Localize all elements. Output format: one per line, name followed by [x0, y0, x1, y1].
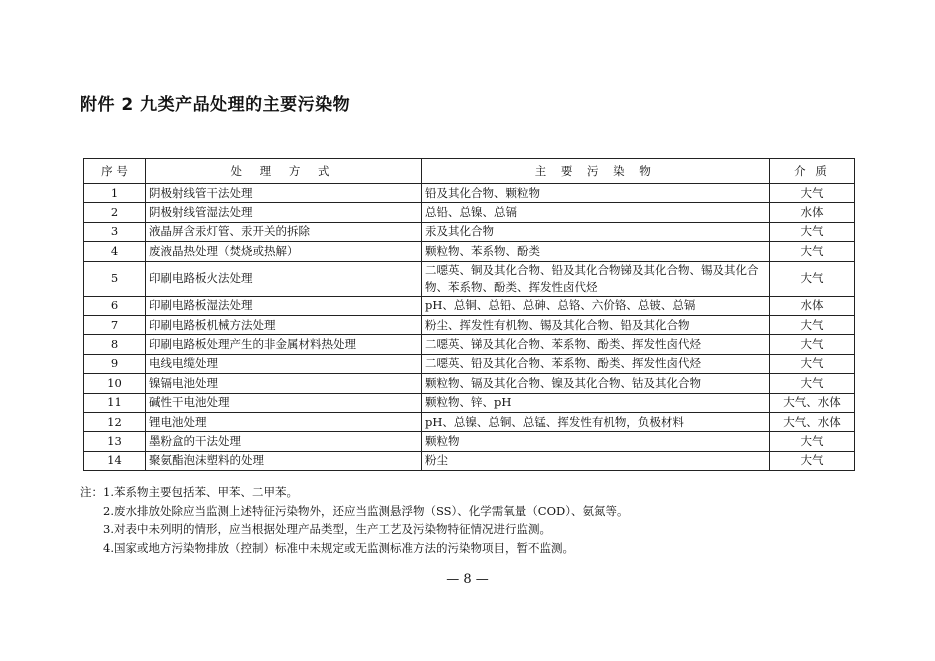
notes-list: [103, 483, 628, 557]
table-row: [84, 335, 855, 354]
note-item: 1.苯系物主要包括苯、甲苯、二甲苯。: [103, 485, 298, 499]
cell-method: 液晶屏含汞灯管、汞开关的拆除: [146, 222, 422, 241]
header-method: 处 理 方 式: [146, 159, 422, 184]
cell-index: 8: [84, 335, 146, 354]
cell-index: 1: [84, 184, 146, 203]
cell-medium: 大气: [770, 261, 855, 296]
cell-index: 4: [84, 242, 146, 261]
cell-index: 3: [84, 222, 146, 241]
table-row: [84, 412, 855, 431]
cell-index: 9: [84, 354, 146, 373]
cell-method: 废液晶热处理（焚烧或热解）: [146, 242, 422, 261]
cell-index: 10: [84, 374, 146, 393]
cell-index: 6: [84, 296, 146, 315]
notes-label: 注：: [80, 485, 103, 499]
cell-index: 12: [84, 412, 146, 431]
cell-medium: 大气: [770, 374, 855, 393]
table-row: [84, 354, 855, 373]
cell-medium: 水体: [770, 203, 855, 222]
cell-pollutants: 汞及其化合物: [422, 222, 770, 241]
cell-medium: 大气: [770, 315, 855, 334]
table-header-row: [84, 159, 855, 184]
cell-medium: 大气: [770, 242, 855, 261]
cell-index: 11: [84, 393, 146, 412]
cell-index: 13: [84, 432, 146, 451]
note-item: 2.废水排放处除应当监测上述特征污染物外，还应当监测悬浮物（SS）、化学需氧量（COD）、氨氮等。: [103, 503, 629, 518]
cell-index: 2: [84, 203, 146, 222]
table-row: [84, 184, 855, 203]
cell-method: 电线电缆处理: [146, 354, 422, 373]
cell-medium: 大气、水体: [770, 393, 855, 412]
table-row: [84, 374, 855, 393]
cell-pollutants: 粉尘、挥发性有机物、锡及其化合物、铅及其化合物: [422, 315, 770, 334]
cell-pollutants: 颗粒物、锌、pH: [422, 393, 770, 412]
table-row: [84, 222, 855, 241]
table-body: [84, 184, 855, 471]
cell-medium: 大气: [770, 335, 855, 354]
table-row: [84, 203, 855, 222]
cell-method: 阴极射线管湿法处理: [146, 203, 422, 222]
cell-pollutants: pH、总铜、总铅、总砷、总铬、六价铬、总铍、总镉: [422, 296, 770, 315]
cell-medium: 水体: [770, 296, 855, 315]
table-header: [84, 159, 855, 184]
notes-section: [80, 483, 628, 557]
cell-medium: 大气: [770, 432, 855, 451]
cell-index: 14: [84, 451, 146, 470]
cell-method: 印刷电路板处理产生的非金属材料热处理: [146, 335, 422, 354]
page-number: — 8 —: [446, 572, 489, 587]
cell-pollutants: 颗粒物、苯系物、酚类: [422, 242, 770, 261]
cell-pollutants: 粉尘: [422, 451, 770, 470]
cell-medium: 大气: [770, 354, 855, 373]
cell-pollutants: pH、总镍、总铜、总锰、挥发性有机物，负极材料: [422, 412, 770, 431]
note-item: 4.国家或地方污染物排放（控制）标准中未规定或无监测标准方法的污染物项目，暂不监测。: [103, 540, 574, 555]
header-pollutants: 主 要 污 染 物: [422, 159, 770, 184]
cell-method: 镍镉电池处理: [146, 374, 422, 393]
cell-index: 5: [84, 261, 146, 296]
cell-method: 聚氨酯泡沫塑料的处理: [146, 451, 422, 470]
table-row: [84, 242, 855, 261]
cell-pollutants: 二噁英、锑及其化合物、苯系物、酚类、挥发性卤代烃: [422, 335, 770, 354]
document-title: 附件 2 九类产品处理的主要污染物: [80, 95, 351, 115]
cell-method: 印刷电路板火法处理: [146, 261, 422, 296]
header-medium: 介 质: [770, 159, 855, 184]
cell-method: 阴极射线管干法处理: [146, 184, 422, 203]
cell-pollutants: 二噁英、铜及其化合物、铅及其化合物锑及其化合物、锡及其化合物、苯系物、酚类、挥发性卤代烃: [422, 261, 770, 296]
cell-index: 7: [84, 315, 146, 334]
cell-medium: 大气: [770, 184, 855, 203]
cell-pollutants: 铅及其化合物、颗粒物: [422, 184, 770, 203]
table-row: [84, 296, 855, 315]
header-index: 序 号: [84, 159, 146, 184]
pollutant-table: [83, 158, 855, 471]
cell-pollutants: 总铅、总镍、总镉: [422, 203, 770, 222]
note-item: 3.对表中未列明的情形，应当根据处理产品类型，生产工艺及污染物特征情况进行监测。: [103, 522, 551, 536]
table-row: [84, 432, 855, 451]
cell-method: 墨粉盒的干法处理: [146, 432, 422, 451]
cell-medium: 大气、水体: [770, 412, 855, 431]
cell-pollutants: 二噁英、铅及其化合物、苯系物、酚类、挥发性卤代烃: [422, 354, 770, 373]
cell-medium: 大气: [770, 222, 855, 241]
cell-method: 印刷电路板机械方法处理: [146, 315, 422, 334]
cell-method: 锂电池处理: [146, 412, 422, 431]
cell-method: 印刷电路板湿法处理: [146, 296, 422, 315]
table-row: [84, 315, 855, 334]
table-row: [84, 393, 855, 412]
cell-method: 碱性干电池处理: [146, 393, 422, 412]
cell-medium: 大气: [770, 451, 855, 470]
cell-pollutants: 颗粒物: [422, 432, 770, 451]
table-row: [84, 261, 855, 296]
cell-pollutants: 颗粒物、镉及其化合物、镍及其化合物、钴及其化合物: [422, 374, 770, 393]
table-row: [84, 451, 855, 470]
